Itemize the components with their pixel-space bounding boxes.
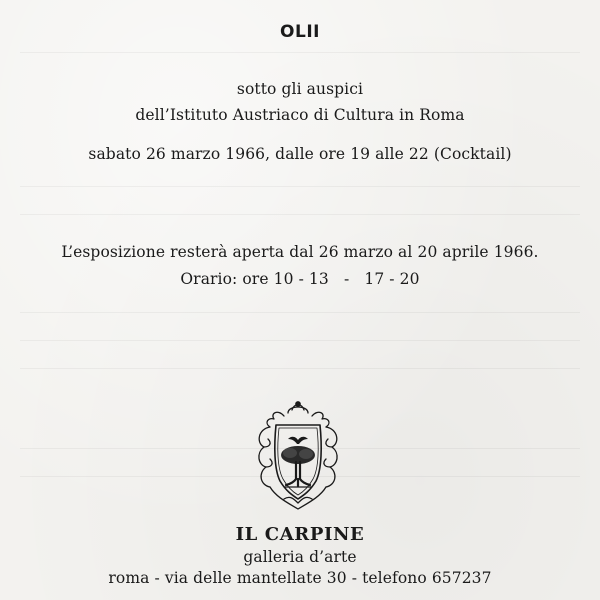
opening-date-line: sabato 26 marzo 1966, dalle ore 19 alle 22 (Cocktail) (88, 145, 512, 163)
auspices-line: sotto gli auspici (236, 80, 364, 98)
exhibition-dates-line: L’esposizione resterà aperta dal 26 marzo al 20 aprile 1966. (61, 243, 539, 261)
gallery-address: roma - via delle mantellate 30 - telefono 657237 (108, 569, 492, 587)
page-title: OLII (280, 22, 320, 42)
show-through-line (20, 186, 580, 187)
show-through-line (20, 340, 580, 341)
show-through-line (20, 214, 580, 215)
crest-tree-emblem-icon (250, 399, 346, 511)
opening-hours-line: Orario: ore 10 - 13 - 17 - 20 (180, 270, 420, 288)
show-through-line (20, 312, 580, 313)
gallery-name: IL CARPINE (235, 524, 365, 545)
institute-line: dell’Istituto Austriaco di Cultura in Roma (135, 106, 465, 124)
show-through-line (20, 368, 580, 369)
show-through-line (20, 52, 580, 53)
gallery-type: galleria d’arte (243, 548, 357, 566)
